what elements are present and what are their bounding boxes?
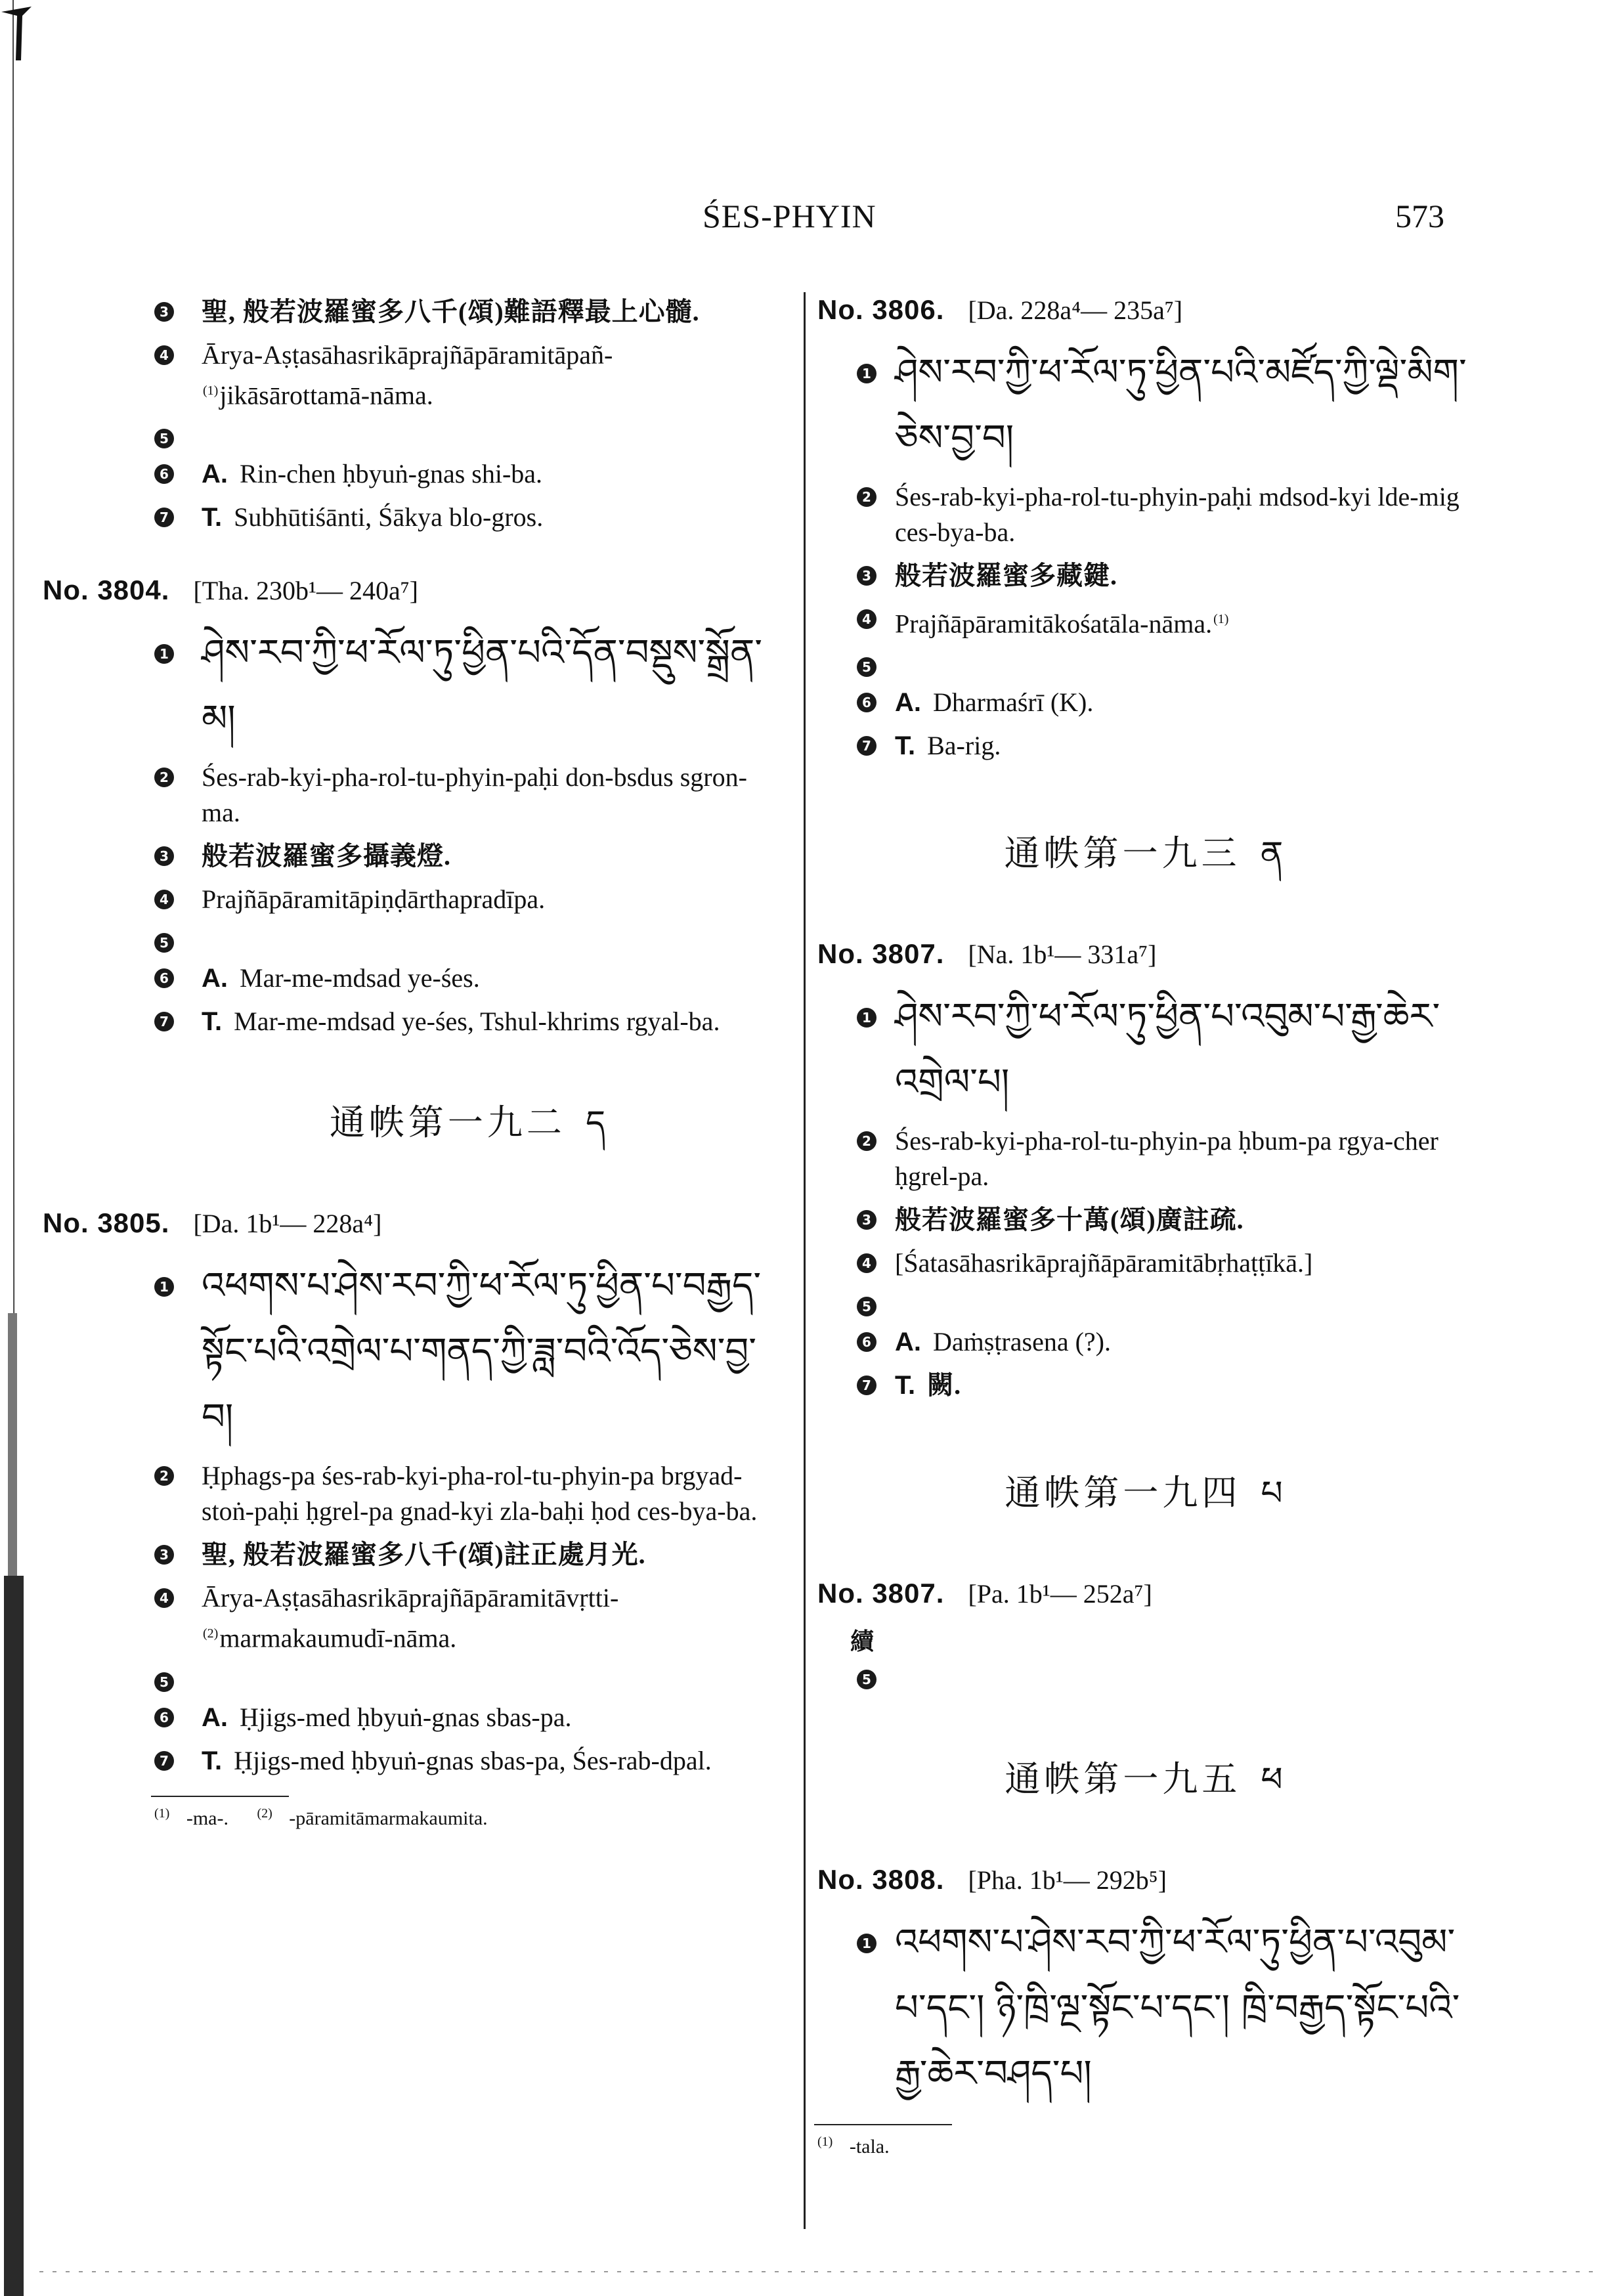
footnote-marker: (1) [203, 383, 219, 398]
circled-number-7: 7 [154, 1012, 174, 1031]
entry-field-chinese-title: 3 聖, 般若波羅蜜多八千(頌)難語釋最上心髓. [154, 294, 785, 330]
entry-field-author: 6 A. Ḥjigs-med ḥbyuṅ-gnas sbas-pa. [154, 1700, 785, 1735]
volume-heading: 通帙第一九三 ན [1004, 834, 1288, 875]
circled-number-4: 4 [857, 609, 876, 629]
entry-field-chinese-title: 3 聖, 般若波羅蜜多八千(頌)註正處月光. [154, 1537, 785, 1572]
circled-number-6: 6 [154, 1708, 174, 1727]
circled-number-5: 5 [154, 429, 174, 448]
entry-field-translator: 7 T. 闕. [857, 1368, 1474, 1403]
entry-field-tibetan-title: 1 ཤེས་རབ་ཀྱི་ཕ་རོལ་ཏུ་ཕྱིན་པ་འབུམ་པ་རྒྱ་ཆེར་ འགྲེལ་པ། [857, 984, 1474, 1116]
entry-heading-3807-continued: No. 3807. [Pa. 1b¹— 252a⁷] [817, 1578, 1152, 1609]
entry-field-tibetan-title: 1 འཕགས་པ་ཤེས་རབ་ཀྱི་ཕ་རོལ་ཏུ་ཕྱིན་པ་འབུམ་ པ་དང༌། ཉི་ཁྲི་ལྔ་སྟོང་པ་དང༌། ཁྲི་བརྒྱད་སྟོང་པའི་ རྒྱ་ཆེར་བཤད་པ། [857, 1910, 1474, 2107]
circled-number-1: 1 [154, 644, 174, 664]
entry-field-tibetan-title: 1 འཕགས་པ་ཤེས་རབ་ཀྱི་ཕ་རོལ་ཏུ་ཕྱིན་པ་བརྒྱད་ སྟོང་པའི་འགྲེལ་པ་གནད་ཀྱི་ཟླ་བའི་འོད་ཅེས་བྱ་ བ། [154, 1253, 785, 1450]
entry-field-translator: 7 T. Ba-rig. [857, 728, 1474, 764]
entry-field-tibetan-transliteration: 2 Śes-rab-kyi-pha-rol-tu-phyin-pa ḥbum-pa rgya-cher ḥgrel-pa. [857, 1123, 1474, 1194]
circled-number-7: 7 [154, 508, 174, 527]
entry-field-translator: 7 T. Ḥjigs-med ḥbyuṅ-gnas sbas-pa, Śes-rab-dpal. [154, 1743, 785, 1779]
footnote-rule [814, 2124, 952, 2125]
scan-edge-shadow [0, 0, 26, 2296]
entry-field-empty [857, 649, 1474, 677]
entry-field-translator: 7 T. Subhūtiśānti, Śākya blo-gros. [154, 500, 785, 535]
entry-field-empty [154, 925, 785, 953]
entry-field-tibetan-title: 1 ཤེས་རབ་ཀྱི་ཕ་རོལ་ཏུ་ཕྱིན་པའི་མཛོད་ཀྱི་ལྡེ་མིག་ ཅེས་བྱ་བ། [857, 340, 1474, 471]
entry-field-sanskrit-title: 4 Prajñāpāramitāpiṇḍārthapradīpa. [154, 882, 785, 917]
entry-heading-3807: No. 3807. [Na. 1b¹— 331a⁷] [817, 938, 1157, 970]
circled-number-4: 4 [857, 1253, 876, 1273]
circled-number-1: 1 [857, 1934, 876, 1953]
circled-number-4: 4 [154, 1588, 174, 1608]
footnote-rule [151, 1796, 289, 1797]
entry-heading-3804: No. 3804. [Tha. 230b¹— 240a⁷] [43, 574, 418, 606]
entry-field-empty [154, 1664, 785, 1692]
entry-field-empty [857, 1289, 1474, 1316]
entry-field-chinese-title: 3 般若波羅蜜多十萬(頌)廣註疏. [857, 1202, 1474, 1238]
column-divider [804, 292, 806, 2229]
circled-number-3: 3 [154, 1545, 174, 1565]
registration-mark-icon [0, 0, 39, 66]
entry-field-chinese-title: 3 般若波羅蜜多攝義燈. [154, 838, 785, 874]
circled-number-4: 4 [154, 345, 174, 365]
entry-field-tibetan-transliteration: 2 Ḥphags-pa śes-rab-kyi-pha-rol-tu-phyin-pa brgyad-stoṅ-paḥi ḥgrel-pa gnad-kyi zla-baḥi ḥod ces-bya-ba. [154, 1458, 785, 1529]
entry-field-author: 6 A. Rin-chen ḥbyuṅ-gnas shi-ba. [154, 456, 785, 492]
circled-number-5: 5 [154, 1672, 174, 1692]
circled-number-1: 1 [857, 364, 876, 383]
circled-number-2: 2 [154, 1466, 174, 1486]
running-title: ŚES-PHYIN [703, 198, 876, 234]
circled-number-5: 5 [857, 1297, 876, 1316]
circled-number-6: 6 [154, 464, 174, 484]
entry-field-empty [857, 1662, 1474, 1689]
circled-number-2: 2 [857, 1131, 876, 1151]
page-header [0, 197, 1623, 243]
entry-field-sanskrit-title: 4 Ārya-Aṣṭasāhasrikāprajñāpāramitāvṛtti- $^{(2)}$marmakaumudī-nāma. [154, 1580, 785, 1656]
circled-number-1: 1 [857, 1008, 876, 1028]
circled-number-3: 3 [857, 1210, 876, 1230]
entry-heading-3808: No. 3808. [Pha. 1b¹— 292b⁵] [817, 1864, 1167, 1895]
right-column [817, 294, 1474, 2158]
circled-number-7: 7 [857, 1375, 876, 1395]
circled-number-1: 1 [154, 1277, 174, 1297]
entry-heading-3806: No. 3806. [Da. 228a⁴— 235a⁷] [817, 294, 1183, 325]
entry-field-tibetan-transliteration: 2 Śes-rab-kyi-pha-rol-tu-phyin-paḥi don-bsdus sgron-ma. [154, 760, 785, 831]
footnotes: $^{(1)}$ -tala. [817, 2134, 890, 2158]
circled-number-6: 6 [154, 968, 174, 988]
circled-number-4: 4 [154, 890, 174, 909]
entry-field-sanskrit-title: 4 Ārya-Aṣṭasāhasrikāprajñāpāramitāpañ- $^{(1)}$jikāsārottamā-nāma. [154, 337, 785, 413]
entry-field-empty [154, 421, 785, 448]
circled-number-7: 7 [857, 736, 876, 756]
circled-number-2: 2 [857, 487, 876, 507]
circled-number-3: 3 [154, 846, 174, 866]
footnote-marker: (2) [203, 1626, 219, 1641]
volume-heading: 通帙第一九二 ད [329, 1103, 610, 1144]
footnotes: $^{(1)}$ -ma-. $^{(2)}$ -pāramitāmarmakaumita. [154, 1806, 488, 1829]
entry-field-author: 6 A. Mar-me-mdsad ye-śes. [154, 961, 785, 996]
circled-number-6: 6 [857, 693, 876, 712]
entry-field-sanskrit-title: 4 [Śatasāhasrikāprajñāpāramitābṛhaṭṭīkā.] [857, 1245, 1474, 1281]
circled-number-5: 5 [857, 1670, 876, 1689]
volume-heading: 通帙第一九五 ཕ [1005, 1760, 1287, 1800]
entry-field-author: 6 A. Daṁṣṭrasena (?). [857, 1324, 1474, 1360]
entry-field-sanskrit-title: 4 Prajñāpāramitākośatāla-nāma. $^{(1)}$ [857, 601, 1474, 641]
circled-number-3: 3 [154, 302, 174, 322]
entry-field-chinese-title: 3 般若波羅蜜多藏鍵. [857, 558, 1474, 594]
circled-number-2: 2 [154, 768, 174, 787]
continuation-mark: 續 [850, 1628, 875, 1655]
circled-number-7: 7 [154, 1751, 174, 1771]
circled-number-3: 3 [857, 566, 876, 586]
entry-field-translator: 7 T. Mar-me-mdsad ye-śes, Tshul-khrims rgyal-ba. [154, 1004, 785, 1039]
page-number: 573 [1395, 198, 1444, 234]
scan-bottom-edge [39, 2264, 1602, 2277]
entry-heading-3805: No. 3805. [Da. 1b¹— 228a⁴] [43, 1207, 382, 1239]
volume-heading: 通帙第一九四 པ [1005, 1473, 1287, 1514]
entry-field-tibetan-title: 1 ཤེས་རབ་ཀྱི་ཕ་རོལ་ཏུ་ཕྱིན་པའི་དོན་བསྡུས་སྒྲོན་ མ། [154, 620, 785, 752]
entry-field-tibetan-transliteration: 2 Śes-rab-kyi-pha-rol-tu-phyin-paḥi mdsod-kyi lde-mig ces-bya-ba. [857, 479, 1474, 550]
entry-field-author: 6 A. Dharmaśrī (K). [857, 685, 1474, 720]
footnote-marker: (1) [1213, 612, 1229, 626]
circled-number-6: 6 [857, 1332, 876, 1352]
left-column [43, 294, 785, 1830]
circled-number-5: 5 [857, 657, 876, 677]
circled-number-5: 5 [154, 933, 174, 953]
